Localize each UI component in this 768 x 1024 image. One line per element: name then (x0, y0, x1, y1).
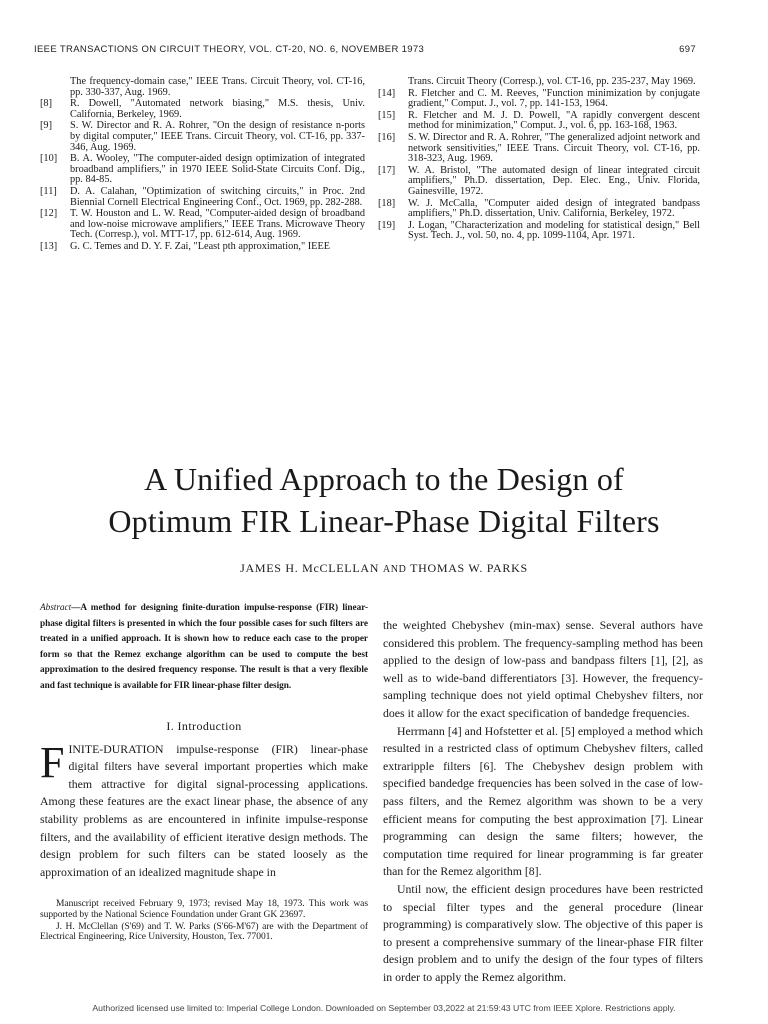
reference-text: G. C. Temes and D. Y. F. Zai, "Least pth approximation," IEEE (70, 240, 331, 252)
section-heading-introduction: I. Introduction (166, 718, 242, 733)
reference-text: T. W. Houston and L. W. Read, "Computer-aided design of broadband and low-noise microwave amplifiers," IEEE Trans. Microwave Theory Tech. (Corresp.), vol. MTT-17, pp. 612-614, Aug. 1969. (70, 208, 365, 241)
reference-text: R. Fletcher and C. M. Reeves, "Function minimization by conjugate gradient," Comput. J., vol. 7, pp. 141-153, 1964. (408, 87, 700, 110)
introduction-text: INITE-DURATION impulse-response (FIR) linear-phase digital filters have several important properties which make them attractive for digital signal-processing applications. Among these features are the exact linear phase, the absence of any stability problems as are encountered in infinite impulse-response filters, and the availability of efficient iterative design methods. The design problem for such filters can be stated loosely as the approximation of an idealized magnitude shape in (40, 741, 368, 879)
reference-number: [13] (40, 240, 58, 252)
reference-number: [8] (40, 98, 53, 110)
reference-number: [19] (378, 219, 396, 231)
author-1: JAMES H. McCLELLAN (240, 561, 380, 575)
abstract (40, 601, 368, 695)
reference-text: R. Dowell, "Automated network biasing," M.S. thesis, Univ. California, Berkeley, 1969. (70, 98, 365, 120)
reference-item (40, 209, 365, 241)
body-right-column (383, 617, 703, 986)
body-text-right (383, 617, 703, 986)
footnote-manuscript: Manuscript received February 9, 1973; revised May 18, 1973. This work was supported by the National Science Foundation under Grant GK 23697. (40, 899, 368, 920)
journal-name: IEEE TRANSACTIONS ON CIRCUIT THEORY, VOL. CT-20, NO. 6, NOVEMBER 1973 (34, 44, 425, 55)
footnotes (40, 899, 368, 942)
reference-item (40, 121, 365, 153)
body-paragraph: the weighted Chebyshev (min-max) sense. Several authors have considered this problem. The frequency-sampling method has been applied to the design of low-pass and bandpass filters [1], [2], as well as to wide-band differentiators [3]. However, the frequency-sampling technique does not yield optimal Chebyshev filters, nor does it allow for the exact specification of bandedge frequencies. (383, 618, 703, 720)
reference-text: D. A. Calahan, "Optimization of switching circuits," in Proc. 2nd Biennial Cornell Electrical Engineering Conf., Oct. 1969, pp. 282-288. (70, 185, 365, 208)
reference-item (378, 166, 700, 198)
download-notice: Authorized licensed use limited to: Imperial College London. Downloaded on September 03,2022 at 21:59:43 UTC from IEEE Xplore. Restrictions apply. (92, 1003, 676, 1013)
paper-title (40, 458, 728, 542)
references-right-column (378, 77, 700, 243)
reference-number: [12] (40, 208, 58, 220)
reference-item (378, 111, 700, 132)
reference-item (378, 89, 700, 110)
footnote-affiliation: J. H. McClellan (S'69) and T. W. Parks (S'66-M'67) are with the Department of Electrical Engineering, Rice University, Houston, Tex. 77001. (40, 921, 368, 943)
reference-number: [14] (378, 87, 396, 99)
reference-text: S. W. Director and R. A. Rohrer, "The generalized adjoint network and network sensitivities," IEEE Trans. Circuit Theory, vol. CT-16, pp. 318-323, Aug. 1969. (408, 131, 700, 165)
paper-title-line2: Optimum FIR Linear-Phase Digital Filters (108, 503, 660, 539)
author-conjunction: AND (382, 564, 407, 575)
reference-text: R. Fletcher and M. J. D. Powell, "A rapidly convergent descent method for minimization," Comput. J., vol. 6, pp. 163-168, 1963. (408, 109, 700, 132)
paper-authors (40, 561, 728, 576)
reference-text: W. A. Bristol, "The automated design of linear integrated circuit amplifiers," Ph.D. dissertation, Dep. Elec. Eng., Univ. Florida, Gainesville, 1972. (408, 164, 700, 197)
running-header (34, 44, 696, 55)
reference-number: [9] (40, 120, 53, 132)
reference-number: [15] (378, 109, 396, 121)
reference-item (40, 242, 365, 253)
reference-text: B. A. Wooley, "The computer-aided design optimization of integrated broadband amplifiers," in 1970 IEEE Solid-State Circuits Conf. Dig., pp. 84-85. (70, 153, 365, 186)
abstract-lead: Abstract (40, 603, 72, 613)
body-paragraph: Until now, the efficient design procedures have been restricted to special filter types and the general procedure (linear programming) is comparatively slow. The objective of this paper is to present a comprehensive summary of the linear-phase FIR filter design problem and to unify the design of the four types of filters in order to apply the Remez algorithm. (383, 881, 703, 984)
reference-continuation: The frequency-domain case," IEEE Trans. Circuit Theory, vol. CT-16, pp. 330-337, Aug. 1969. (70, 76, 365, 98)
reference-item (378, 221, 700, 242)
page-number: 697 (679, 44, 696, 55)
reference-number: [17] (378, 164, 396, 176)
abstract-text: —A method for designing finite-duration impulse-response (FIR) linear-phase digital filters is presented in which the four possible cases for such filters are treated in a unified approach. It is shown how to reduce each case to the proper form so that the Remez exchange algorithm can be used to compute the best approximation to the desired frequency response. The result is that a very flexible and fast technique is available for FIR linear-phase filter design. (40, 603, 368, 691)
reference-text: J. Logan, "Characterization and modeling for statistical design," Bell Syst. Tech. J., vol. 50, no. 4, pp. 1099-1104, Apr. 1971. (408, 219, 700, 242)
reference-text: W. J. McCalla, "Computer aided design of integrated bandpass amplifiers," Ph.D. dissertation, Univ. California, Berkeley, 1972. (408, 197, 700, 220)
reference-text: S. W. Director and R. A. Rohrer, "On the design of resistance n-ports by digital computer," IEEE Trans. Circuit Theory, vol. CT-16, pp. 337-346, Aug. 1969. (70, 120, 365, 153)
reference-continuation: Trans. Circuit Theory (Corresp.), vol. CT-16, pp. 235-237, May 1969. (408, 76, 696, 87)
reference-number: [16] (378, 131, 396, 143)
body-left-column (40, 601, 368, 944)
reference-item (40, 154, 365, 186)
reference-number: [11] (40, 185, 57, 197)
paper-title-line1: A Unified Approach to the Design of (144, 461, 624, 497)
introduction-paragraph (40, 737, 368, 882)
reference-item (378, 199, 700, 220)
reference-number: [10] (40, 153, 58, 165)
reference-item (378, 133, 700, 165)
reference-item (40, 187, 365, 208)
author-2: THOMAS W. PARKS (410, 561, 528, 575)
reference-number: [18] (378, 197, 396, 209)
reference-item (40, 99, 365, 120)
body-paragraph: Herrmann [4] and Hofstetter et al. [5] employed a method which resulted in a restricted class of optimum Chebyshev filters, called extraripple filters [6]. The Chebyshev design problem with specified bandedge frequencies has been solved in the case of low-pass filters, and the Remez algorithm was shown to be a very efficient means for computing the best approximation [7]. Linear programming can design the same filters; however, the computation time required for linear programming is far greater than for the Remez algorithm [8]. (383, 723, 703, 879)
references-left-column (40, 77, 365, 254)
dropcap-letter: F (40, 737, 65, 787)
